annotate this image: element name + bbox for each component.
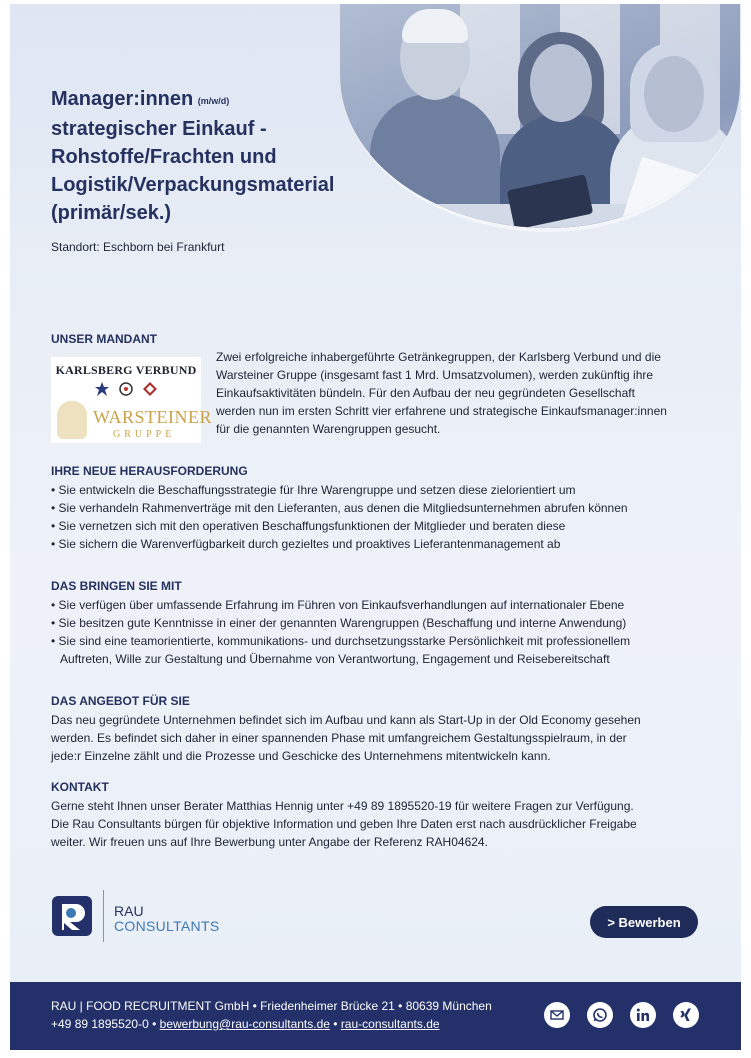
offer-line: jede:r Einzelne zählt und die Prozesse und Geschicke des Unternehmens mitentwickeln kann. <box>51 749 551 763</box>
brand-name-rau: RAU <box>114 903 144 919</box>
list-item: • Sie sind eine teamorientierte, kommunikations- und durchsetzungsstarke Persönlichkeit mit professionellem <box>51 634 631 648</box>
footer-email-link[interactable]: bewerbung@rau-consultants.de <box>159 1017 330 1031</box>
list-item: • Sie verfügen über umfassende Erfahrung im Führen von Einkaufsverhandlungen auf internationaler Ebene <box>51 598 625 612</box>
title-line-5: (primär/sek.) <box>51 202 172 224</box>
section-heading-offer: DAS ANGEBOT FÜR SIE <box>51 694 190 708</box>
whatsapp-icon[interactable] <box>587 1002 613 1028</box>
client-logo-warsteiner: WARSTEINER <box>93 407 212 427</box>
title-gender-suffix: (m/w/d) <box>197 95 230 106</box>
footer-phone: +49 89 1895520-0 • <box>51 1017 160 1031</box>
mandant-description <box>216 348 716 438</box>
contact-line: Gerne steht Ihnen unser Berater Matthias Hennig unter +49 89 1895520-19 für weitere Fragen zur Verfügung. <box>51 799 634 813</box>
offer-line: Das neu gegründete Unternehmen befindet sich im Aufbau und kann als Start-Up in der Old Economy gesehen <box>51 713 641 727</box>
client-logo-gruppe: GRUPPE <box>113 429 176 440</box>
mandant-line: Einkaufsaktivitäten bündeln. Für den Aufbau der neu gegründeten Gesellschaft <box>216 386 635 400</box>
footer-address: RAU | FOOD RECRUITMENT GmbH • Friedenheimer Brücke 21 • 80639 München <box>51 999 492 1013</box>
mandant-line: Warsteiner Gruppe (insgesamt fast 1 Mrd. Umsatzvolumen), werden zukünftig ihre <box>216 368 654 382</box>
footer-website-link[interactable]: rau-consultants.de <box>340 1017 440 1031</box>
list-item-continuation: Auftreten, Wille zur Gestaltung und Übernahme von Verantwortung, Engagement und Reisebereitschaft <box>60 652 610 666</box>
offer-text <box>51 711 731 765</box>
list-item: • Sie sichern die Warenverfügbarkeit durch gezieltes und proaktives Lieferantenmanagement ab <box>51 537 561 551</box>
mandant-line: Zwei erfolgreiche inhabergeführte Getränkegruppen, der Karlsberg Verbund und die <box>216 350 661 364</box>
email-icon[interactable] <box>544 1002 570 1028</box>
title-line-4: Logistik/Verpackungsmaterial <box>51 174 335 196</box>
rau-consultants-logo <box>52 886 222 944</box>
hero-team-photo <box>340 4 740 232</box>
footer-contact <box>51 1017 440 1031</box>
list-item: • Sie besitzen gute Kenntnisse in einer der genannten Warengruppen (Beschaffung und interne Anwendung) <box>51 616 627 630</box>
requirements-list <box>51 596 731 668</box>
list-item: • Sie verhandeln Rahmenverträge mit den Lieferanten, aus denen die Mitgliedsunternehmen abrufen können <box>51 501 628 515</box>
section-heading-mandant: UNSER MANDANT <box>51 332 157 346</box>
job-location: Standort: Eschborn bei Frankfurt <box>51 240 225 254</box>
mandant-line: werden nun im ersten Schritt vier erfahrene und strategische Einkaufsmanager:innen <box>216 404 667 418</box>
title-line-1: Manager:innen <box>51 88 194 110</box>
linkedin-icon[interactable] <box>630 1002 656 1028</box>
title-line-2: strategischer Einkauf - <box>51 118 267 140</box>
section-heading-requirements: DAS BRINGEN SIE MIT <box>51 579 182 593</box>
client-logo <box>51 357 212 443</box>
section-heading-contact: KONTAKT <box>51 780 109 794</box>
xing-icon[interactable] <box>673 1002 699 1028</box>
footer-bar <box>10 982 741 1050</box>
apply-button[interactable]: > Bewerben <box>590 906 698 938</box>
mandant-line: für die genannten Warengruppen gesucht. <box>216 422 441 436</box>
challenge-list <box>51 481 731 553</box>
brand-name-consultants: CONSULTANTS <box>114 918 220 934</box>
offer-line: werden. Es befindet sich daher in einer spannenden Phase mit umfangreichem Gestaltungsspielraum, in der <box>51 731 627 745</box>
list-item: • Sie entwickeln die Beschaffungsstrategie für Ihre Warengruppe und setzen diese zielorientiert um <box>51 483 576 497</box>
section-heading-challenge: IHRE NEUE HERAUSFORDERUNG <box>51 464 248 478</box>
list-item: • Sie vernetzen sich mit den operativen Beschaffungsfunktionen der Mitglieder und beraten diese <box>51 519 566 533</box>
contact-text <box>51 797 731 851</box>
rau-logo-mark-icon <box>52 896 92 936</box>
title-line-3: Rohstoffe/Frachten und <box>51 146 277 168</box>
contact-line: weiter. Wir freuen uns auf Ihre Bewerbung unter Angabe der Referenz RAH04624. <box>51 835 488 849</box>
client-logo-karlsberg: KARLSBERG VERBUND <box>55 363 197 377</box>
job-ad-page <box>10 4 741 982</box>
footer-separator: • <box>329 1017 341 1031</box>
client-logo-emblems <box>95 382 159 398</box>
job-title <box>51 88 371 227</box>
contact-line: Die Rau Consultants bürgen für objektive Information und geben Ihre Daten erst nach ausdrücklicher Freigabe <box>51 817 637 831</box>
